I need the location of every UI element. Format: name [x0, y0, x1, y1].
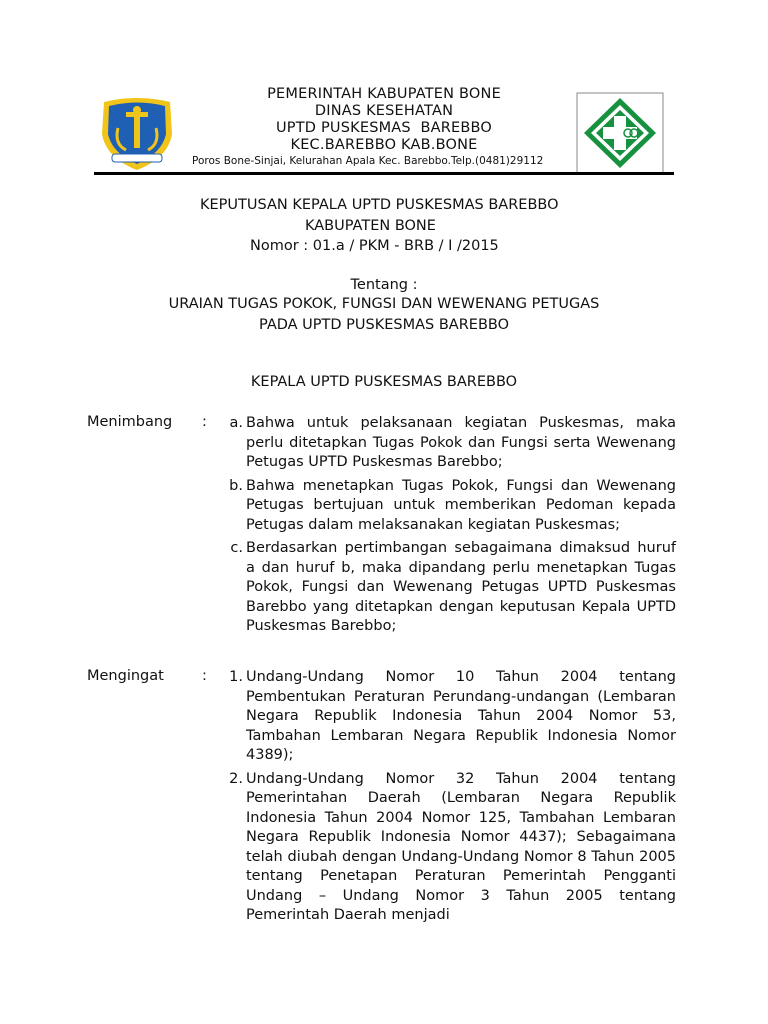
- list-item: [210, 770, 676, 926]
- list-item-text: Bahwa menetapkan Tugas Pokok, Fungsi dan Wewenang Petugas bertujuan untuk memberikan Pedoman kepada Petugas dalam melaksanakan kegiatan Puskesmas;: [246, 477, 676, 533]
- mengingat-label: Mengingat: [87, 668, 164, 684]
- menimbang-list: [210, 414, 676, 641]
- letterhead-line-4: KEC.BAREBBO KAB.BONE: [290, 137, 478, 153]
- list-item-text: Undang-Undang Nomor 32 Tahun 2004 tentang Pemerintahan Daerah (Lembaran Negara Republik Indonesia Tahun 2004 Nomor 125, Tambahan Lembaran Negara Republik Indonesia Nomor 4437); Sebagaimana telah diubah dengan Undang-Undang Nomor 8 Tahun 2005 tentang Penetapan Peraturan Pemerintah Pengganti Undang – Undang Nomor 3 Tahun 2005 tentang Pemerintah Daerah menjadi: [246, 770, 676, 923]
- list-item-text: Bahwa untuk pelaksanaan kegiatan Puskesmas, maka perlu ditetapkan Tugas Pokok dan Fungsi serta Wewenang Petugas UPTD Puskesmas Barebbo;: [246, 415, 676, 470]
- decree-subject-line-1: URAIAN TUGAS POKOK, FUNGSI DAN WEWENANG PETUGAS: [168, 296, 600, 312]
- letterhead-line-3: UPTD PUSKESMAS BAREBBO: [275, 120, 493, 136]
- list-marker: 1.: [229, 669, 243, 685]
- list-item: [210, 668, 676, 766]
- list-item: [210, 539, 676, 637]
- decree-subject-line-2: PADA UPTD PUSKESMAS BAREBBO: [259, 317, 509, 333]
- letterhead-text: [190, 86, 578, 154]
- mengingat-list: [210, 668, 676, 930]
- bone-regency-crest-icon: [96, 92, 178, 174]
- list-marker: 2.: [229, 770, 243, 787]
- tentang-label: Tentang :: [350, 277, 418, 293]
- list-marker: b.: [229, 477, 243, 494]
- list-marker: c.: [230, 540, 243, 556]
- menimbang-colon: :: [202, 414, 207, 430]
- list-item-text: Berdasarkan pertimbangan sebagaimana dimaksud huruf a dan huruf b, maka dipandang perlu menetapkan Tugas Pokok, Fungsi dan Wewenang Petugas UPTD Puskesmas Barebbo yang ditetapkan dengan keputusan Kepala UPTD Puskesmas Barebbo;: [246, 540, 676, 634]
- list-item: [210, 477, 676, 536]
- letterhead-divider: [94, 172, 674, 175]
- mengingat-colon: :: [202, 668, 207, 684]
- menimbang-label: Menimbang: [87, 414, 173, 430]
- decree-title-line-2: KABUPATEN BONE: [305, 218, 436, 234]
- decree-number: Nomor : 01.a / PKM - BRB / I /2015: [250, 238, 499, 254]
- decree-title-line-1: KEPUTUSAN KEPALA UPTD PUSKESMAS BAREBBO: [200, 197, 559, 213]
- letterhead-line-2: DINAS KESEHATAN: [314, 103, 454, 119]
- puskesmas-cross-emblem-icon: [576, 92, 664, 174]
- decree-heading: KEPALA UPTD PUSKESMAS BAREBBO: [250, 374, 518, 390]
- list-marker: a.: [229, 415, 243, 431]
- list-item: [210, 414, 676, 473]
- letterhead-line-1: PEMERINTAH KABUPATEN BONE: [267, 86, 501, 102]
- letterhead-address: Poros Bone-Sinjai, Kelurahan Apala Kec. Barebbo.Telp.(0481)29112: [192, 155, 544, 167]
- list-item-text: Undang-Undang Nomor 10 Tahun 2004 tentang Pembentukan Peraturan Perundang-undangan (Lembaran Negara Republik Indonesia Tahun 2004 Nomor 53, Tambahan Lembaran Negara Republik Indonesia Nomor 4389);: [246, 669, 676, 763]
